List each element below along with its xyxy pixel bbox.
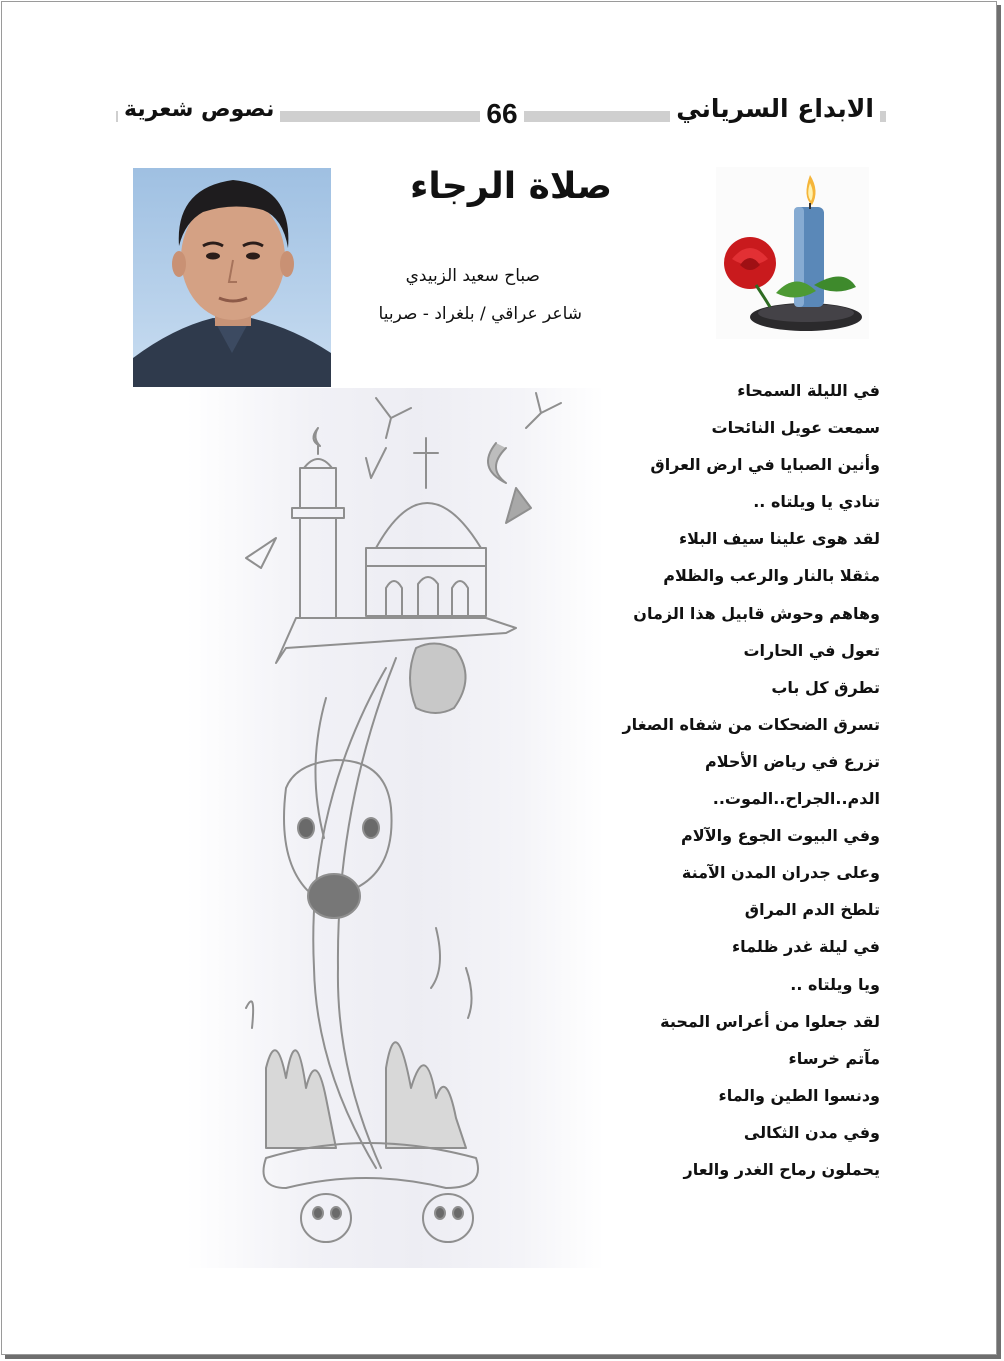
- poem-line: وأنين الصبايا في ارض العراق: [650, 455, 880, 475]
- sketch-illustration: [186, 388, 604, 1268]
- candle-image: [716, 167, 869, 339]
- sketch-mosque-church-sword-image: [186, 388, 604, 1268]
- section-title: نصوص شعرية: [118, 97, 280, 122]
- author-name: صباح سعيد الزبيدي: [405, 266, 540, 286]
- poem-line: ويا ويلتاه ..: [790, 974, 880, 994]
- poem-line: لقد هوى علينا سيف البلاء: [678, 529, 880, 549]
- poem-line: وفي مدن الثكالى: [743, 1122, 880, 1142]
- poem-line: الدم..الجراح..الموت..: [712, 789, 880, 809]
- poem-line: تسرق الضحكات من شفاه الصغار: [622, 714, 880, 734]
- poem-line: يحملون رماح الغدر والعار: [683, 1159, 880, 1179]
- poem-line: تعول في الحارات: [743, 640, 880, 660]
- poem-line: وعلى جدران المدن الآمنة: [681, 863, 880, 883]
- poem-line: مآتم خرساء: [788, 1048, 880, 1068]
- poem-line: تطرق كل باب: [771, 677, 880, 697]
- poem-line: في الليلة السمحاء: [737, 381, 880, 400]
- poem-text: [560, 372, 880, 1188]
- poem-line: تنادي يا ويلتاه ..: [753, 492, 880, 512]
- poem-line: في ليلة غدر ظلماء: [731, 937, 880, 957]
- author-photo: [133, 168, 331, 387]
- poem-line: تزرع في رياض الأحلام: [704, 751, 880, 771]
- poem-line: تلطخ الدم المراق: [744, 900, 880, 920]
- poem-line: مثقلا بالنار والرعب والظلام: [663, 566, 880, 586]
- magazine-title: الابداع السرياني: [670, 94, 880, 123]
- poem-line: ودنسوا الطين والماء: [718, 1085, 880, 1105]
- candle-and-rose-image: [716, 167, 869, 339]
- poem-line: سمعت عويل النائحات: [711, 418, 880, 438]
- article-title: صلاة الرجاء: [409, 166, 612, 207]
- poem-line: وهاهم وحوش قابيل هذا الزمان: [633, 603, 880, 623]
- poem-line: وفي البيوت الجوع والآلام: [681, 826, 880, 846]
- page-number: 66: [486, 98, 518, 129]
- author-location: شاعر عراقي / بلغراد - صربيا: [378, 304, 582, 324]
- author-portrait-image: [133, 168, 331, 387]
- poem-line: لقد جعلوا من أعراس المحبة: [660, 1011, 880, 1031]
